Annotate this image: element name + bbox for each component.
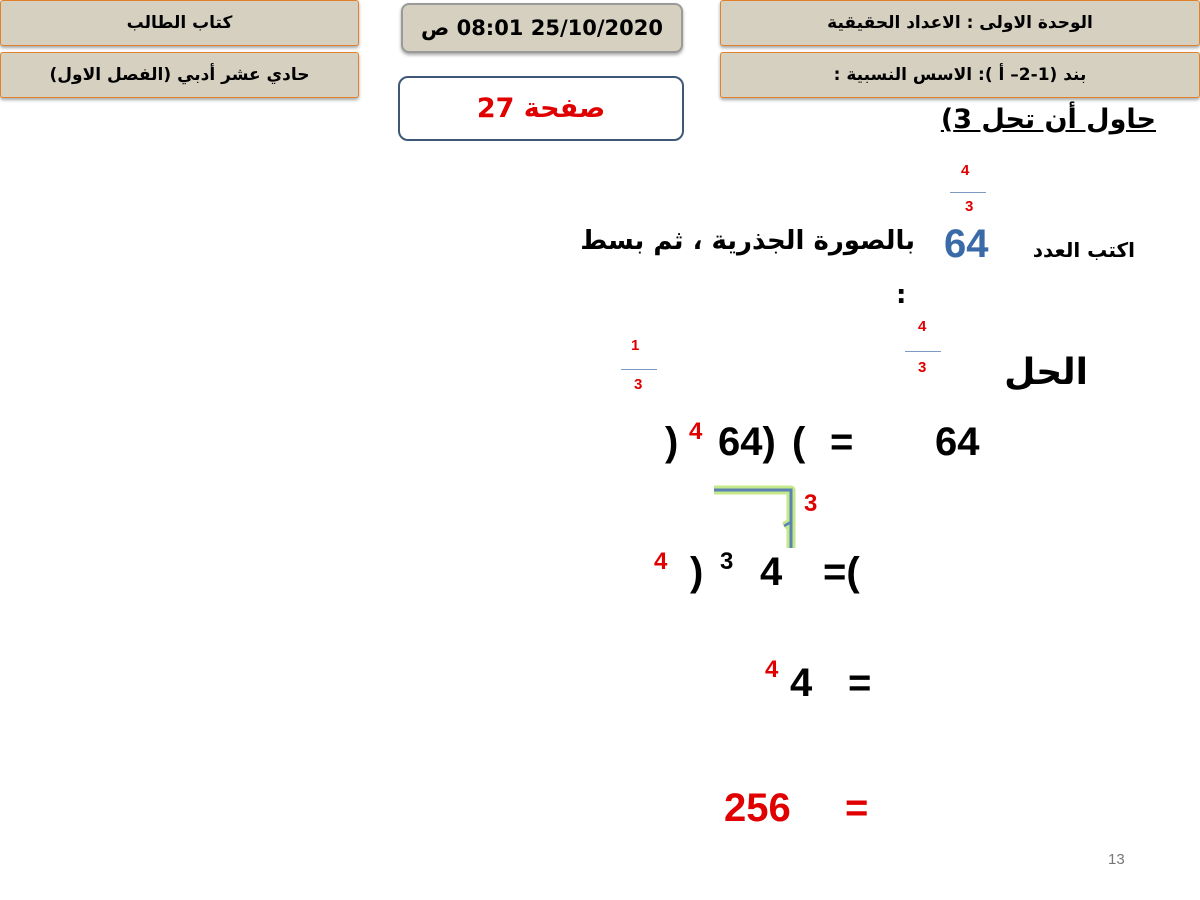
line3-exponent: 4 <box>765 656 779 683</box>
page-number-box: صفحة 27 <box>398 76 684 141</box>
line3-equals: = <box>848 661 872 705</box>
line1-open-paren: ( <box>792 420 806 464</box>
radical-index: 3 <box>804 490 818 517</box>
slide-number: 13 <box>1108 851 1125 868</box>
exercise-heading: حاول أن تحل 3) <box>940 104 1156 135</box>
line1-inner-value: 64) <box>718 420 776 464</box>
student-book-label: كتاب الطالب <box>0 0 359 46</box>
unit-label: الوحدة الاولى : الاعداد الحقيقية <box>720 0 1200 46</box>
line2-equals-open: =( <box>823 550 860 594</box>
line3-base: 4 <box>790 661 813 705</box>
line1-inner-exponent: 4 <box>689 418 703 445</box>
line2-close-paren: ) <box>690 550 704 594</box>
line2-outer-exponent: 4 <box>654 548 668 575</box>
instruction-base: 64 <box>944 222 989 266</box>
fraction-bar <box>950 192 986 193</box>
outer-exp-numerator: 1 <box>631 337 640 354</box>
section-label: بند (1-2– أ ): الاسس النسبية : <box>720 52 1200 98</box>
datetime-badge: 25/10/2020 08:01 ص <box>401 3 683 53</box>
line4-equals: = <box>845 786 869 830</box>
instruction-suffix: بالصورة الجذرية ، ثم بسط <box>580 226 915 256</box>
line1-equals: = <box>830 420 854 464</box>
instruction-colon: : <box>896 280 907 310</box>
final-answer: 256 <box>724 786 791 830</box>
line1-exp-numerator: 4 <box>918 318 927 335</box>
grade-label: حادي عشر أدبي (الفصل الاول) <box>0 52 359 98</box>
cube-root-icon <box>700 478 812 554</box>
solution-label: الحل <box>1004 352 1088 393</box>
outer-exp-denominator: 3 <box>634 376 643 393</box>
line2-inner-exponent: 3 <box>720 548 734 575</box>
instruction-prefix: اكتب العدد <box>1032 238 1135 262</box>
line1-exp-denominator: 3 <box>918 359 927 376</box>
line1-base: 64 <box>935 420 980 464</box>
line2-base: 4 <box>760 550 783 594</box>
line1-close-paren: ) <box>665 420 679 464</box>
outer-fraction-bar <box>621 369 657 370</box>
line1-fraction-bar <box>905 351 941 352</box>
instruction-exp-denominator: 3 <box>965 198 974 215</box>
instruction-exp-numerator: 4 <box>961 162 970 179</box>
